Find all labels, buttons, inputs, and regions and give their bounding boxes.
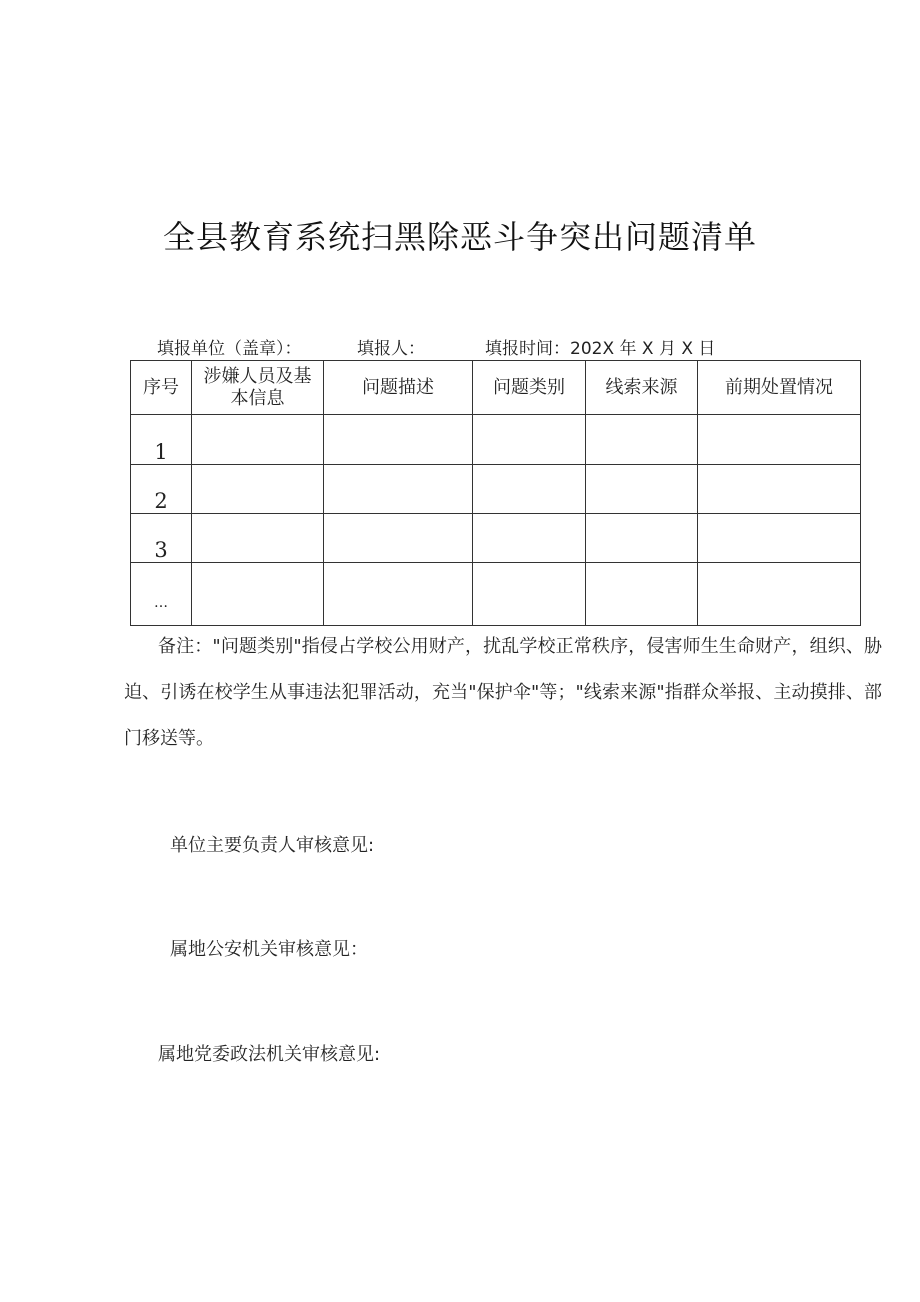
cell-suspect-info	[192, 415, 324, 465]
header-description: 问题描述	[324, 361, 473, 415]
fill-time-label: 填报时间：202X 年 X 月 X 日	[485, 339, 716, 359]
header-category: 问题类别	[473, 361, 586, 415]
fill-unit-label: 填报单位（盖章）：	[157, 339, 302, 359]
cell-prior-handling	[698, 563, 861, 626]
remarks-note: 备注："问题类别"指侵占学校公用财产，扰乱学校正常秩序，侵害师生生命财产，组织、胁迫、引诱在校学生从事违法犯罪活动，充当"保护伞"等；"线索来源"指群众举报、主动摸排、部门移送等。	[124, 636, 882, 749]
row-seq: …	[131, 563, 192, 626]
header-suspect-info: 涉嫌人员及基本信息	[192, 361, 324, 415]
table-header-row	[131, 361, 861, 415]
police-review-label: 属地公安机关审核意见：	[170, 939, 368, 960]
filler-label: 填报人：	[357, 339, 425, 359]
cell-category	[473, 514, 586, 563]
cell-description	[324, 514, 473, 563]
row-seq: 3	[131, 514, 192, 563]
cell-suspect-info	[192, 465, 324, 514]
header-clue-source: 线索来源	[586, 361, 698, 415]
cell-description	[324, 563, 473, 626]
cell-category	[473, 415, 586, 465]
cell-clue-source	[586, 415, 698, 465]
table-row	[131, 563, 861, 626]
leader-review-label: 单位主要负责人审核意见:	[170, 835, 375, 856]
cell-clue-source	[586, 514, 698, 563]
politics-law-review-label: 属地党委政法机关审核意见:	[158, 1044, 381, 1065]
row-seq: 2	[131, 465, 192, 514]
cell-prior-handling	[698, 415, 861, 465]
cell-suspect-info	[192, 563, 324, 626]
cell-clue-source	[586, 465, 698, 514]
header-prior-handling: 前期处置情况	[698, 361, 861, 415]
table-row	[131, 514, 861, 563]
cell-category	[473, 465, 586, 514]
cell-suspect-info	[192, 514, 324, 563]
cell-prior-handling	[698, 465, 861, 514]
header-seq: 序号	[131, 361, 192, 415]
cell-category	[473, 563, 586, 626]
table-row	[131, 465, 861, 514]
cell-clue-source	[586, 563, 698, 626]
cell-description	[324, 465, 473, 514]
cell-description	[324, 415, 473, 465]
row-seq: 1	[131, 415, 192, 465]
issue-table	[130, 360, 861, 626]
cell-prior-handling	[698, 514, 861, 563]
page-title: 全县教育系统扫黑除恶斗争突出问题清单	[162, 218, 757, 256]
table-row	[131, 415, 861, 465]
